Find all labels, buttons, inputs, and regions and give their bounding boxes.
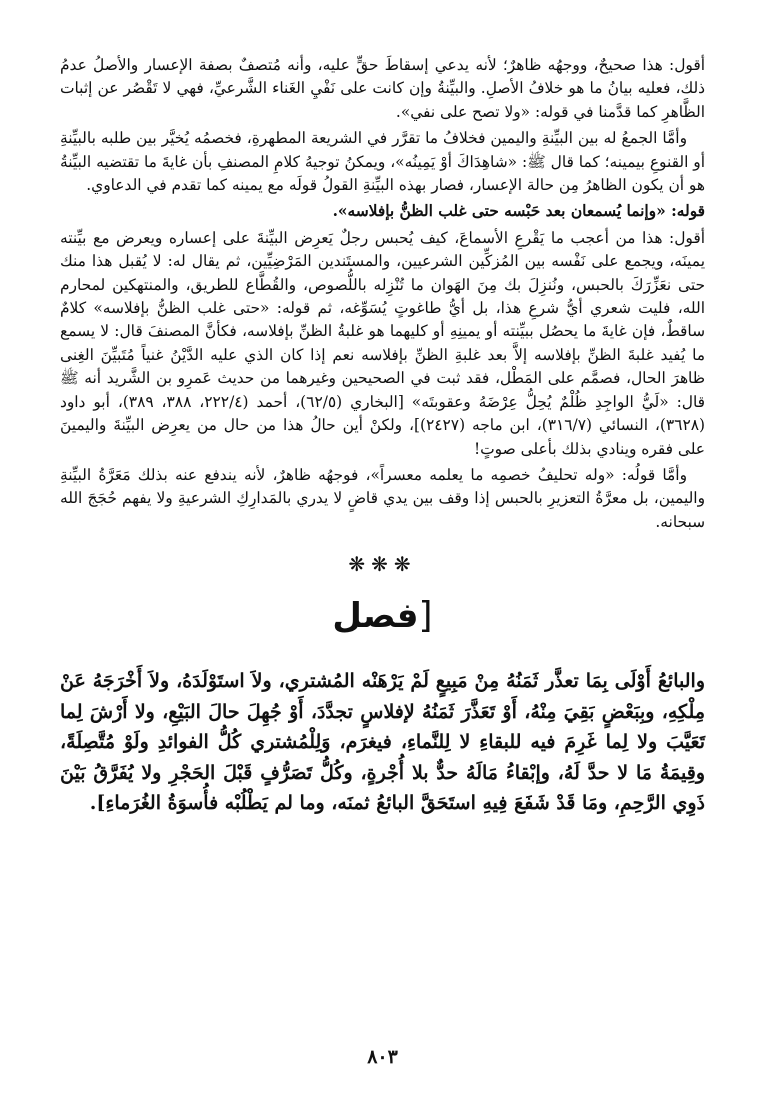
matn-text: والبائعُ أَوْلَى بِمَا تعذَّر ثَمَنُهُ مِنْ مَبِيعٍ لَمْ يَرْهَنْه المُشتري، ولاَ استَوْلَدَهُ، ولاَ أَخْرَجَهُ عَنْ مِلْكِهِ، وبِبَعْضٍ بَقِيَ مِنْهُ، أَوْ تَعَذَّرَ ثَمَنُهُ لإفلاسٍ تجدَّدَ، أَوْ جُهِلَ حالَ البَيْعِ، ولا أَرْشَ لِما تَعَيَّبَ ولا لِما غَرِمَ فيه للبقاءِ لا لِلنَّماءِ، فيغرَم، وَلِلْمُشتري كُلُّ الفوائدِ ولَوْ مُتَّصِلَةً، وقِيمَةُ مَا لا حدَّ لَهُ، وإبْقاءُ مَالَهُ حدٌّ بلا أُجْرةٍ، وكُلُّ تَصَرُّفٍ قَبْلَ الحَجْرِ ولا يُفَرَّقُ بَيْنَ ذَوِي الرَّحِمِ، ومَا قَدْ شَفَعَ فِيهِ استَحَقَّ البائعُ ثمنَه، وما لم يَطْلُبْه فأُسوَةُ الغُرَماءِ]. bbox=[60, 670, 705, 815]
section-separator: ❋❋❋ bbox=[348, 552, 417, 577]
paragraph-amma-qawluh: وأمَّا قولُه: «وله تحليفُ خصمِه ما يعلمه معسراً»، فوجهُه ظاهرٌ، لأنه يندفع عنه بذلك مَعَرَّةُ البيِّنةِ واليمين، بل معرَّةُ التعزيرِ بالحبس إذا وقف بين يدي قاضٍ لا يدري بالمَدارِكِ الشرعيةِ ولا يفهم حُجَجَ الله سبحانه. bbox=[60, 465, 705, 531]
paragraph-jam: وأمَّا الجمعُ له بين البيِّنةِ واليمين فخلافُ ما تقرَّر في الشريعة المطهرةِ، فخصمُه يُخيَّر بين طلبه بالبيِّنةِ أو القنوعِ بيمينه؛ كما قال ﷺ: «شاهِدَاكَ أوْ يَمِينُه»، ويمكنُ توجيهُ كلامِ المصنفِ بأن غايةَ ما تقتضيه البيِّنةُ هو أن يكون الظاهرُ مِن حالة الإعسار، فصار بهذه البيِّنةِ القولُ قولَه مع يمينه كما تقدم في الدعاوي. bbox=[60, 129, 705, 195]
page-number: ٨٠٣ bbox=[367, 1046, 398, 1068]
section-heading-text: فصل bbox=[332, 596, 419, 637]
matn-section bbox=[60, 666, 705, 819]
heading-bracket-right: [ bbox=[418, 595, 433, 637]
section-heading-box bbox=[60, 586, 705, 660]
paragraph-qawluh: قوله: «وإنما يُسمعان بعد حَبْسه حتى غلب الظنُّ بإفلاسه». bbox=[332, 202, 705, 221]
text-column bbox=[60, 54, 705, 819]
paragraph-aqul-2: أقول: هذا من أعجب ما يَقْرعِ الأسماعَ، كيف يُحبس رجلٌ يَعرِض البيِّنةَ على إعساره ويعرض مع بيِّنته يمينَه، ويجمع على نَفْسه بين المُزكِّين الشرعيين، والمستَندين المَرْضِيِّين، ثم يقال له: لا يُقبل هذا منك حتى نعَزِّرَكَ بالحبس، ونُنزِلَ بك مِنَ الهَوان ما تُنْزِله باللُّصوص، والقُطَّاع للطريق، والمنتهكين لمحارم الله، فليت شعري أيُّ شرعِ هذا، بل أيُّ طاغوتٍ يُسَوِّغه، ثم قوله: «حتى غلب الظنُّ بإفلاسه» كلامٌ ساقطٌ، فإن غايةَ ما يحصُل ببيِّنته أو يمينِهِ أو كليهما هو غلبةُ الظنِّ بإفلاسه، فكأنَّ المصنفَ قال: لا يسمع ما يُفيد غلبةَ الظنِّ بإفلاسه إلاَّ بعد غلبةِ الظنِّ بإفلاسه نعم إذا كان الذي عليه الدَّيْنُ غنياً مُتَبيِّنَ الغِنى ظاهرَ الحال، فصمَّم على المَطْل، فقد ثبت في الصحيحين وغيرهما من حديث عَمرِو بن الشَّريد أنه ﷺ قال: «لَيُّ الواجِدِ ظُلْمٌ يُحِلُّ عِرْضَهُ وعقوبتَه» [البخاري (٦٢/٥)، أحمد (٢٢٢/٤، ٣٨٨، ٣٨٩)، أبو داود (٣٦٢٨)، النسائي (٣١٦/٧)، ابن ماجه (٢٤٢٧)]، ولكنْ أين حالُ هذا من حال من يعرِض البيِّنةَ واليمينَ على فقره وينادي بذلك بأعلى صوتٍ! bbox=[60, 228, 705, 458]
section-heading bbox=[322, 586, 442, 646]
commentary-section bbox=[60, 54, 705, 534]
paragraph-aqul-1: أقول: هذا صحيحٌ، ووجهُه ظاهرٌ؛ لأنه يدعي إسقاطَ حقٍّ عليه، وأنه مُتصفٌ بصفة الإعسار والأصلُ عدمُ ذلك، فعليه بيانُ ما هو خلافُ الأصلِ. والبيِّنةُ وإن كانت على نَفْيِ الغَناء الشَّرعيِّ، فهي لا تَقْصُر عن إثبات الظَّاهرِ كما قدَّمنا في قوله: «ولا تصح على نفي». bbox=[60, 56, 705, 121]
